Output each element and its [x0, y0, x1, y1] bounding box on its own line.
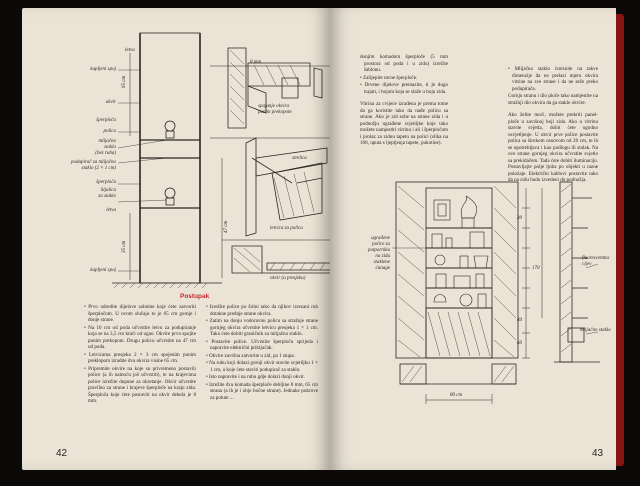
label-podupirac	[62, 160, 116, 172]
text-paragraph: • Zalijepite ravne šperploče.	[360, 74, 418, 81]
label-spajanje	[258, 104, 292, 116]
right-text-column	[206, 304, 318, 402]
label-fluorescentna	[582, 256, 609, 268]
label-strelica: strelica	[292, 156, 307, 161]
label-dim-65: 65 cm	[122, 75, 127, 88]
label-ugradene-police	[352, 236, 390, 272]
label-ogledalo-line3: (bez ruba)	[95, 151, 116, 156]
label-ogledalo-line2: staklo	[104, 145, 116, 150]
text-paragraph: • Drvene dijelove premazite, ti je dugo trajati, i bojom koja se slaže u boju zida.	[360, 82, 448, 95]
text-paragraph: • Mlijačno staklo izreznite na takve dimenzije da ne prelazi mjeru okvira vitrine na sve strane i da ne seže preko podupirača.	[508, 66, 598, 92]
step-paragraph: • Postavite police. Učvrstite šperploču sprijeda i napravite električni priključak.	[206, 338, 318, 351]
label-ugradene-line4: na zidu	[375, 254, 390, 259]
label-letva-mid: letva	[106, 208, 116, 213]
label-polica: polica	[103, 129, 116, 134]
step-paragraph: • Zatim na donju vodoravnu policu sa stražnje strane gornjeg okvira učvrstite letvicu presjeka 1 × 1 cm. Tako ćete dobiti graničnik za mlijačno staklo.	[206, 318, 318, 337]
text-paragraph: Gornju stranu i dio ploče tako namjestite na stražnji dio okvira da ga stakle okvire.	[508, 93, 598, 106]
label-kupljeni-spoj: kupljeni spoj	[90, 67, 116, 72]
book-edge	[616, 14, 624, 466]
left-text-column	[84, 304, 196, 406]
right-page	[330, 8, 616, 470]
label-ugradene-line2: police sa	[372, 242, 390, 247]
page-number-right: 43	[592, 448, 604, 459]
label-okvir: okvir	[105, 100, 116, 105]
step-paragraph: • Okvire završna zatvorite u zid, pa 1 stupa.	[206, 352, 295, 359]
label-dim-60: 60	[517, 341, 522, 346]
vitrina-drawing	[330, 168, 616, 428]
label-dim-47: 47 cm	[224, 220, 229, 233]
label-ugradene-line1: ugrađene	[371, 236, 390, 241]
open-book	[22, 8, 626, 470]
label-dim-35: 35 cm	[122, 240, 127, 253]
step-paragraph: • Izrežite dva komada šperploče debljine 8 mm, 65 cm strana (a ih je i obje bočne strane). Jednake pokrove za polute ...	[206, 381, 318, 401]
text-paragraph: donjim komadom šperploče (5 mm prostora od poda i u zidu) izrežite šablonu.	[360, 54, 448, 73]
label-fluo-line1: fluorescentna	[582, 256, 610, 261]
label-ugradene-line6: ćunage	[375, 266, 390, 271]
section-title: Postupak	[180, 293, 210, 300]
label-dim-30: 30	[517, 216, 522, 221]
step-paragraph: • Isto napravite i na rubu gdje dolazi donji okvir.	[206, 374, 305, 380]
cabinet-front-drawing	[22, 8, 330, 298]
step-paragraph: • Letvicama presjeka 2 × 3 cm spojenim punim preklopom izradite dva okvira visine 65 cm.	[84, 351, 196, 364]
label-ogledalo-line1: mlijačno	[98, 139, 116, 144]
label-mlijacno: mlijačno staklo	[580, 328, 611, 333]
step-paragraph: • Pripremite okvire na koje su privremeno postavili police (a ih namoću još učvrstiti), te na krajevima police izrežite dopune za okretanje. Okvir učvrstite pravilno za strane i krajeve šperploče na kraju zida. Šperploča koje ćete postaviti na okvir debela je 8 mm.	[84, 365, 196, 404]
label-letvica-policu: letvica za policu	[270, 226, 303, 231]
step-paragraph: • Na rubu koji dolazi gornji okvir stavite svjetiljku 1 × 1 cm, u koje ćete staviti podupirač za staklo.	[206, 360, 318, 373]
text-paragraph: Vitrina za cvijeće izrađena je prema tome da ga koristite tako da nađe policu sa strane. Ako je zid sobe na strane zida i u podnožju ugrađene svjetiljke koje tako možete namjestiti vitrinu i ali i šperpločom i prolaz za zidnu tapetu na polici (slika na 168, uputa s ljepljenja tapete, pukotine).	[360, 101, 448, 146]
label-ugradene-line3: potporniku	[368, 248, 390, 253]
label-dim-40: 40	[517, 318, 522, 323]
step-paragraph: • Prvo odredite dijelove sobnine koje ćete zatvoriti šperpločom. U ovom slučaju to je 65 cm gornje i donje strane.	[84, 304, 196, 323]
step-paragraph: • Izrežite police po širini tako da njihov izrezani rub dotakne prednje strane okvira.	[206, 304, 318, 317]
label-letva-top: letva	[125, 48, 135, 53]
label-podupirac-line2: staklo (2 × 1 cm)	[81, 166, 116, 171]
label-okvir-bottom: okvir (u presjeku)	[270, 276, 306, 281]
label-ugradene-line5: staklene	[373, 260, 390, 265]
label-sijalica	[82, 188, 116, 200]
label-podupirac-line1: podupirač za mlijačno	[71, 160, 116, 165]
text-paragraph: Ako želite moći, možete prekriti panel-ploče u završnoj boji zida. Ako u vitrinu stavite svjetla, dobit ćete ugodno osvjetljenje. U okvir prve police postavite polica sa širokom osnovom od 20 cm, te ih se upotrebljava i kao podlogu ili stalak. Na ove strane gornjeg okvira učvrstite svjetlo sa prekidačem. Tada ćete dobiti iluminaciju. Postavljajte polje ljuba po objekti u razne položaje. Električni kablovi postavite tako da na zidu budu izvedeni do podnožja.	[508, 112, 598, 183]
label-sperploca-2: šperploča	[96, 180, 116, 185]
label-spajanje-line1: spajanje okvira	[258, 104, 289, 109]
label-dim-80: 80 cm	[450, 393, 463, 398]
label-kupljeni-spoj-2: kupljeni spoj	[90, 268, 116, 273]
label-ogledalo	[82, 139, 116, 157]
label-sijalica-line2: za staklo	[98, 194, 116, 199]
label-spajanje-line2: punim prekopom	[258, 110, 292, 115]
right-top-column-1	[360, 54, 448, 148]
label-fluo-line2: cijev	[582, 262, 592, 267]
step-paragraph: • Na 10 cm od poda učvrstite letvu za podupiranje koja se na 3,5 cm kraći od ugao. Okvire prvo spojite punim prekopom. Drugu policu učvrstite na 47 cm od poda.	[84, 324, 196, 350]
page-number-left: 42	[56, 448, 68, 459]
label-sijalica-line1: Sijalica	[100, 188, 116, 193]
label-dim-170: 170	[532, 266, 540, 271]
label-dim-8: 8 mm	[250, 60, 261, 65]
label-sperploca-1: šperploča	[96, 118, 116, 123]
left-page	[22, 8, 330, 470]
